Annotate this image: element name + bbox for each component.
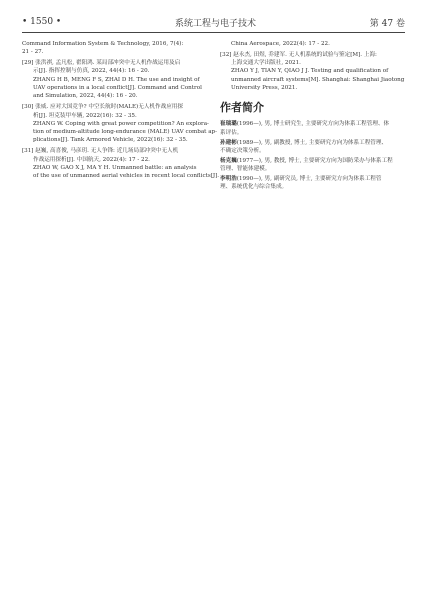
author-bio-text: 系评估。 — [220, 129, 243, 136]
reference-line: China Aerospace, 2022(4): 17 - 22. — [231, 41, 330, 47]
author-name: 崔瑞璐 — [220, 121, 237, 128]
reference-line: ZHAO W, GAO X J, MA Y H. Unmanned battle: an analysis — [33, 164, 197, 171]
reference-line: unmanned aircraft systems[M]. Shanghai: Shanghai Jiaotong — [231, 76, 405, 83]
reference-line: 析[J]. 坦克装甲车辆, 2022(16): 32 - 35. — [33, 112, 137, 119]
running-header — [22, 14, 405, 30]
author-name: 孙建彬 — [220, 139, 237, 146]
reference-entry — [22, 147, 220, 180]
reference-line: [30] 张威. 应对大国竞争? 中空长航时(MALE)无人机作战应用探 — [22, 104, 183, 111]
reference-line: tion of medium-altitude long-endurance (MALE) UAV combat ap- — [33, 129, 218, 136]
journal-title: 系统工程与电子技术 — [175, 18, 257, 29]
author-bio-text: (1996—), 男, 博士研究生, 主要研究方向为体系工程管理、体 — [236, 121, 390, 128]
reference-line: 21 - 27. — [22, 49, 44, 56]
reference-line: 示[J]. 指挥控制与仿真, 2022, 44(4): 16 - 20. — [33, 68, 150, 75]
volume-label: 第 47 卷 — [369, 18, 405, 29]
reference-entry — [220, 51, 410, 92]
author-name: 李明浩 — [220, 175, 237, 182]
author-bio-text: (1989—), 男, 副教授, 博士, 主要研究方向为体系工程管理、 — [236, 139, 388, 146]
reference-line: ZHAO Y J, TIAN Y, QIAO J J. Testing and qualification of — [231, 68, 389, 75]
reference-entry — [220, 40, 410, 48]
author-name: 杨克巍 — [220, 157, 237, 164]
reference-line: 上海交通大学出版社, 2021. — [231, 60, 301, 67]
reference-line: and Simulation, 2022, 44(4): 16 - 20. — [33, 93, 138, 100]
author-bio — [220, 120, 410, 137]
author-section-title: 作者简介 — [220, 101, 264, 115]
left-column — [22, 40, 220, 183]
right-column — [220, 40, 410, 193]
author-bio — [220, 175, 410, 192]
author-bio — [220, 139, 410, 156]
reference-entry — [22, 59, 212, 100]
header-rule — [22, 32, 405, 33]
reference-line: plications[J]. Tank Armored Vehicle, 2022(16): 32 - 35. — [33, 137, 188, 144]
reference-line: ZHANG H B, MENG F S, ZHAI D H. The use and insight of — [33, 76, 200, 83]
page-number: • 1550 • — [22, 17, 62, 27]
author-bio-text: (1977—), 男, 教授, 博士, 主要研究方向为国防采办与体系工程 — [236, 157, 393, 164]
reference-line: UAV operations in a local conflict[J]. Command and Control — [33, 85, 202, 92]
reference-line: of the use of unmanned aerial vehicles in recent local conflicts[J]. — [33, 173, 220, 180]
author-bio-text: 不确定决策分析。 — [220, 147, 265, 154]
reference-entry — [22, 40, 212, 57]
reference-line: [31] 赵巍, 高喜俊, 马彦玥. 无人争锋: 近几场局部冲突中无人机 — [22, 148, 179, 155]
reference-line: [32] 赵永杰, 田煜, 乔建军. 无人机系统的试验与鉴定[M]. 上海: — [220, 51, 377, 58]
reference-line: 作战运用探析[J]. 中国航天, 2022(4): 17 - 22. — [33, 156, 150, 163]
author-bio-text: 管理、智能体建模。 — [220, 166, 271, 173]
author-bio-text: (1990—), 男, 副研究员, 博士, 主要研究方向为体系工程管 — [236, 175, 382, 182]
author-bio — [220, 157, 410, 174]
reference-entry — [22, 103, 218, 144]
author-bio-text: 理、系统优化与综合集成。 — [220, 184, 288, 191]
reference-line: Command Information System & Technology, 2016, 7(4): — [22, 41, 184, 47]
reference-line: [29] 张洪祺, 孟凡松, 翟阳鸿. 某局部冲突中无人机作战运用及启 — [22, 60, 181, 67]
reference-line: ZHANG W. Coping with great power competition? An explora- — [33, 120, 209, 127]
reference-line: University Press, 2021. — [231, 85, 298, 92]
